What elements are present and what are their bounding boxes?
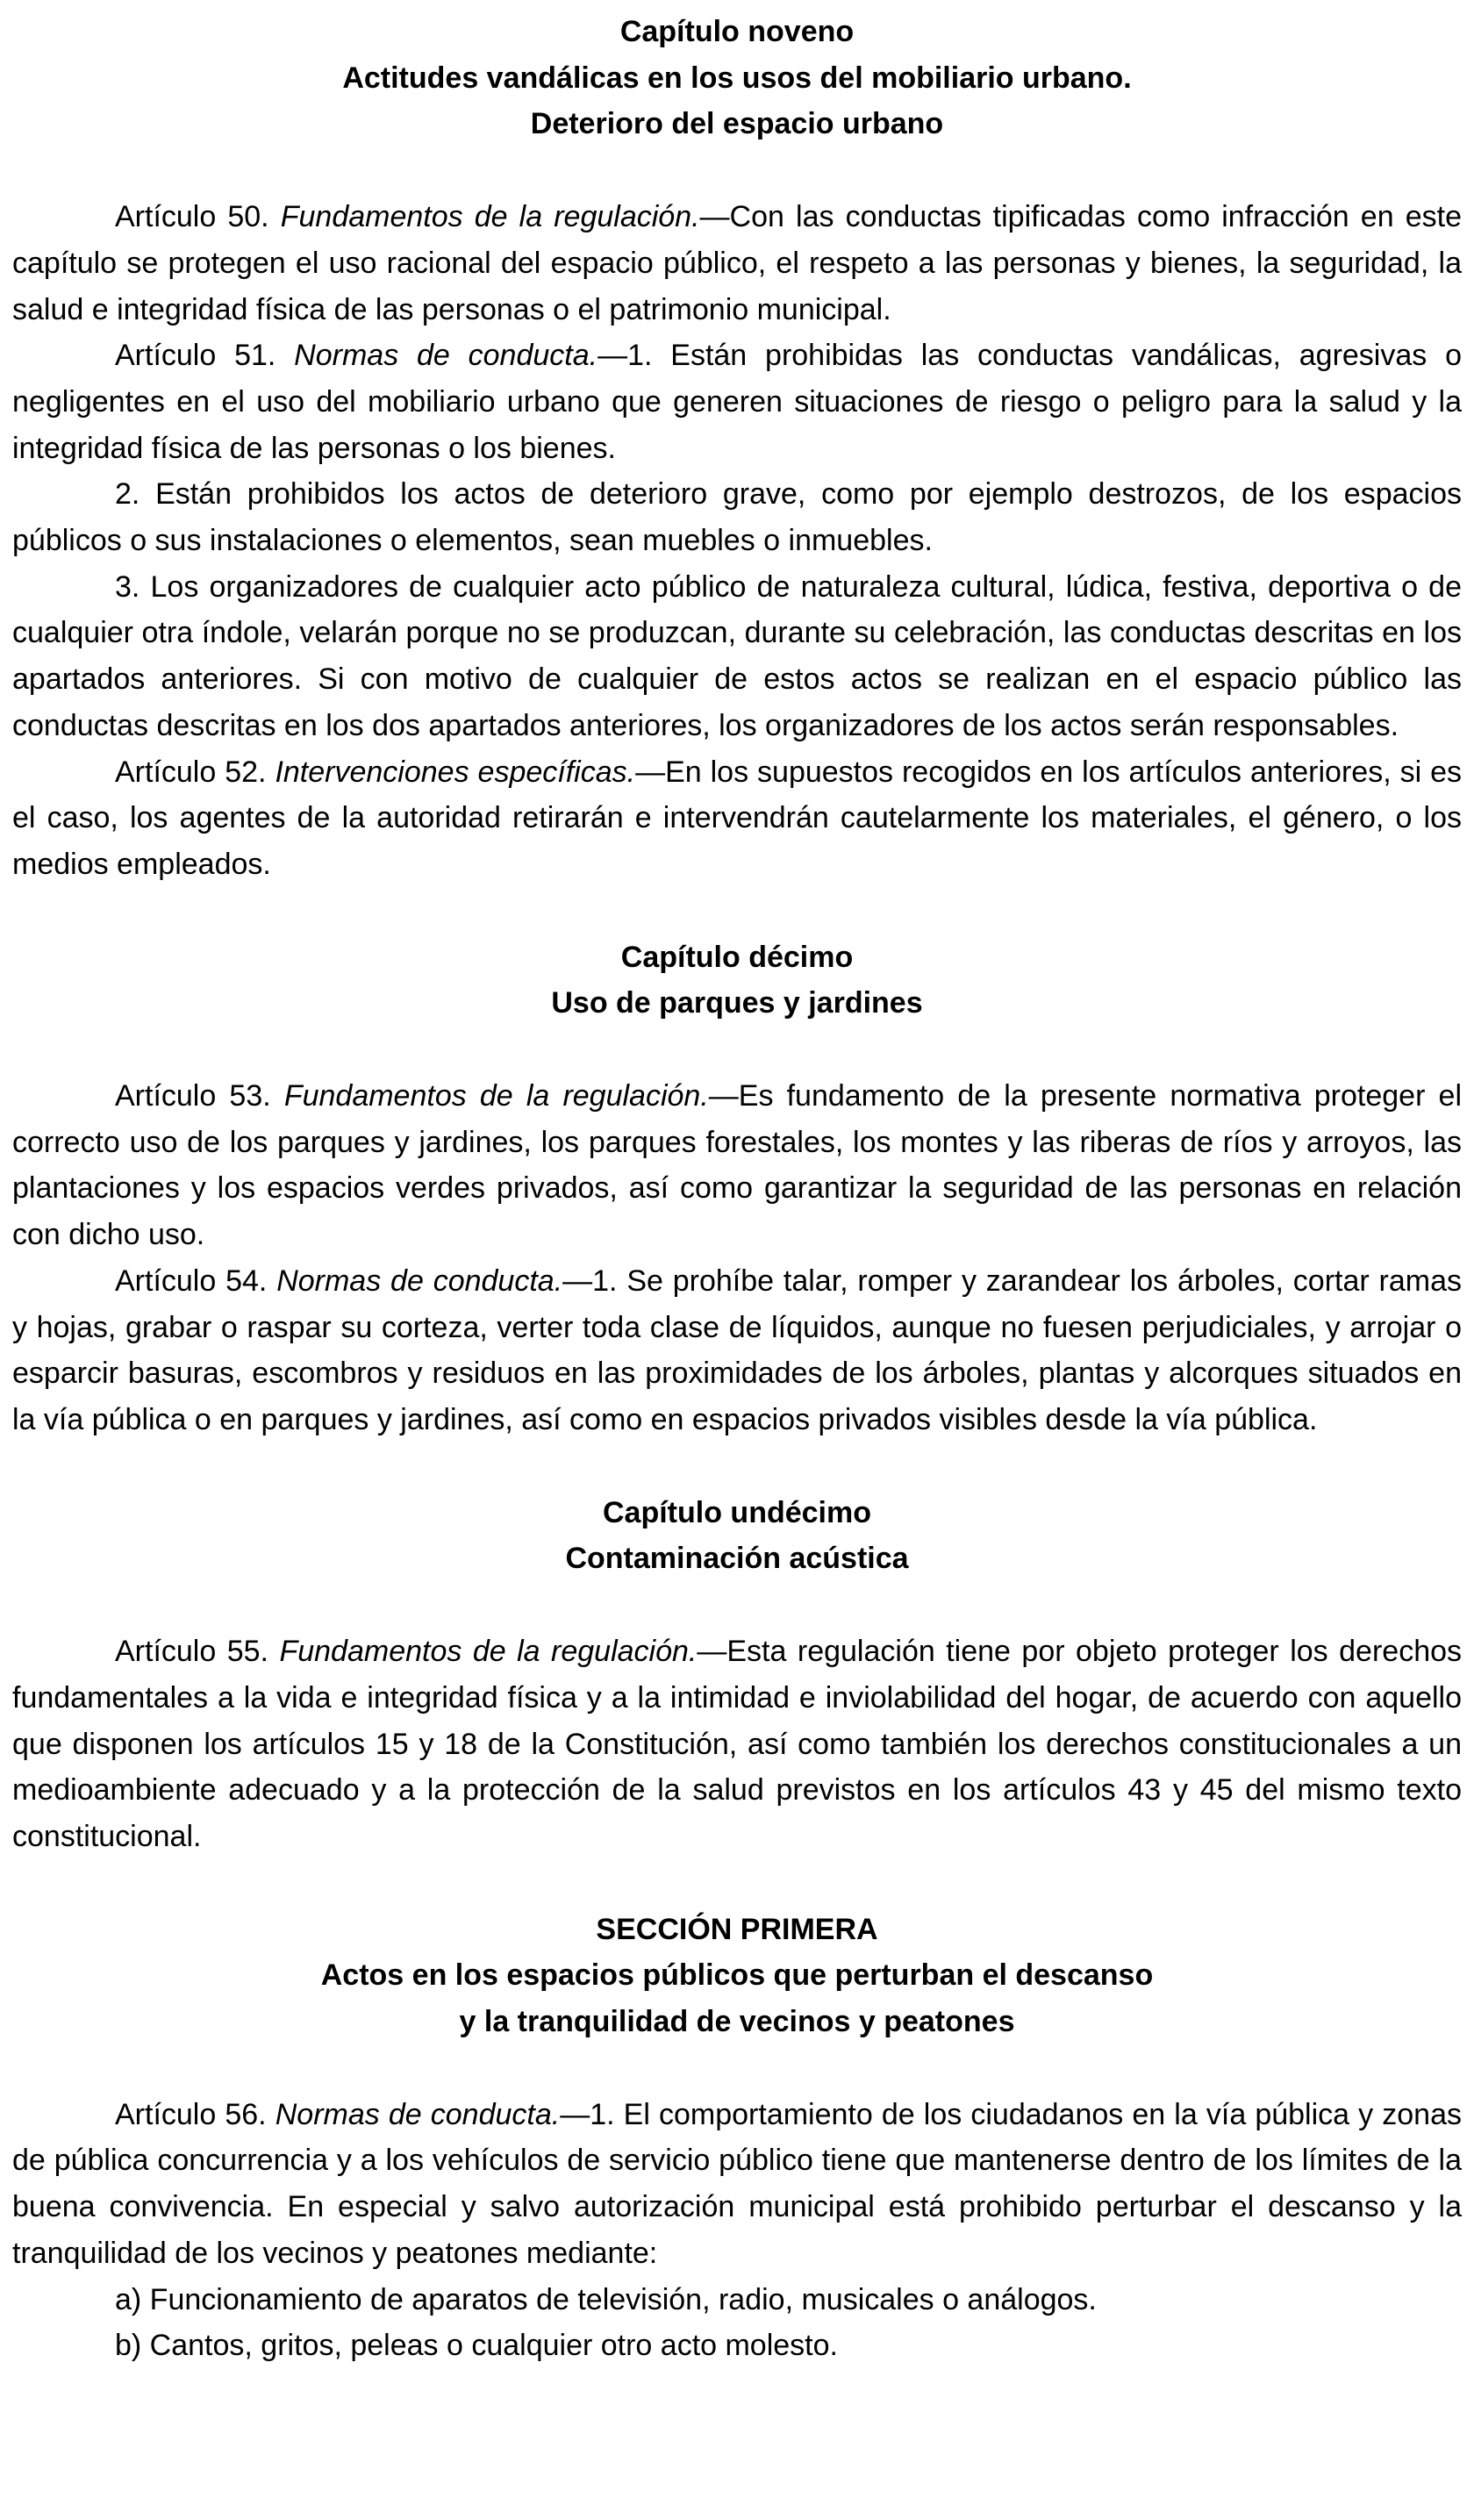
article-body: —1. Se prohíbe talar, romper y zarandear los árboles, cortar ramas y hojas, grabar o raspar su corteza, verter toda clase de líquidos, aunque no fuesen perjudiciales, y arrojar o esparcir basuras, escombros y residuos en las proximidades de los árboles, plantas y alcorques situados en la vía pública o en parques y jardines, así como en espacios privados visibles desde la vía pública. xyxy=(12,1264,1462,1436)
chapter-heading xyxy=(12,9,1462,147)
article-title: Intervenciones específicas. xyxy=(275,755,636,789)
article-title: Fundamentos de la regulación. xyxy=(283,1079,709,1113)
section-heading xyxy=(12,1907,1462,2045)
article-label: Artículo 51. xyxy=(115,339,295,373)
article-51-paragraph-3: 3. Los organizadores de cualquier acto público de naturaleza cultural, lúdica, festiva, deportiva o de cualquier otra índole, velarán porque no se produzcan, durante su celebración, las conductas descritas en los apartados anteriores. Si con motivo de cualquier de estos actos se realizan en el espacio público las conductas descritas en los dos apartados anteriores, los organizadores de los actos serán responsables. xyxy=(12,569,1462,742)
article-55 xyxy=(12,1629,1462,1860)
article-body: —En los supuestos recogidos en los artículos anteriores, si es el caso, los agentes de la autoridad retirarán e intervendrán cautelarmente los materiales, el género, o los medios empleados. xyxy=(12,755,1463,881)
article-50 xyxy=(12,194,1462,333)
chapter-subtitle: Deterioro del espacio urbano xyxy=(530,107,944,141)
article-title: Fundamentos de la regulación. xyxy=(280,200,700,234)
article-title: Fundamentos de la regulación. xyxy=(279,1635,698,1669)
list-item: b) Cantos, gritos, peleas o cualquier otro acto molesto. xyxy=(115,2329,838,2363)
chapter-heading xyxy=(12,934,1462,1027)
section-title: Actos en los espacios públicos que perturban el descanso xyxy=(320,1958,1154,1993)
section-number: SECCIÓN PRIMERA xyxy=(596,1912,878,1946)
article-51 xyxy=(12,333,1462,471)
chapter-heading xyxy=(12,1490,1462,1582)
article-body: —Esta regulación tiene por objeto proteger los derechos fundamentales a la vida e integridad física y a la intimidad e inviolabilidad del hogar, de acuerdo con aquello que disponen los artículos 15 y 18 de la Constitución, así como también los derechos constitucionales a un medioambiente adecuado y a la protección de la salud previstos en los artículos 43 y 45 del mismo texto constitucional. xyxy=(12,1635,1463,1853)
article-label: Artículo 54. xyxy=(115,1264,277,1298)
article-title: Normas de conducta. xyxy=(294,339,598,373)
chapter-number: Capítulo undécimo xyxy=(603,1495,871,1529)
article-52 xyxy=(12,749,1462,888)
chapter-number: Capítulo décimo xyxy=(620,940,854,974)
article-51-paragraph-2: 2. Están prohibidos los actos de deterioro grave, como por ejemplo destrozos, de los espacios públicos o sus instalaciones o elementos, sean muebles o inmuebles. xyxy=(12,477,1462,558)
document-page xyxy=(12,0,1462,2369)
article-title: Normas de conducta. xyxy=(276,1264,563,1298)
article-body: —Con las conductas tipificadas como infracción en este capítulo se protegen el uso racional del espacio público, el respeto a las personas y bienes, la seguridad, la salud e integridad física de las personas o el patrimonio municipal. xyxy=(12,200,1462,326)
chapter-title: Uso de parques y jardines xyxy=(551,986,923,1020)
list-item: a) Funcionamiento de aparatos de televisión, radio, musicales o análogos. xyxy=(115,2282,1097,2316)
article-label: Artículo 52. xyxy=(115,755,275,789)
article-body: —1. El comportamiento de los ciudadanos en la vía pública y zonas de pública concurrencia y a los vehículos de servicio público tiene que mantenerse dentro de los límites de la buena convivencia. En especial y salvo autorización municipal está prohibido perturbar el descanso y la tranquilidad de los vecinos y peatones mediante: xyxy=(12,2097,1462,2270)
article-body: —1. Están prohibidas las conductas vandálicas, agresivas o negligentes en el uso del mobiliario urbano que generen situaciones de riesgo o peligro para la salud y la integridad física de las personas o los bienes. xyxy=(12,339,1462,465)
article-label: Artículo 53. xyxy=(115,1079,284,1113)
section-title-continued: y la tranquilidad de vecinos y peatones xyxy=(459,2005,1015,2039)
chapter-number: Capítulo noveno xyxy=(619,15,855,48)
article-title: Normas de conducta. xyxy=(275,2097,561,2131)
chapter-title: Actitudes vandálicas en los usos del mobiliario urbano. xyxy=(342,61,1132,95)
article-label: Artículo 50. xyxy=(115,200,281,234)
chapter-title: Contaminación acústica xyxy=(565,1542,909,1576)
article-53 xyxy=(12,1073,1462,1258)
article-54 xyxy=(12,1258,1462,1443)
article-label: Artículo 55. xyxy=(115,1635,280,1669)
article-56 xyxy=(12,2092,1462,2277)
article-label: Artículo 56. xyxy=(115,2097,275,2131)
article-body: —Es fundamento de la presente normativa proteger el correcto uso de los parques y jardines, los parques forestales, los montes y las riberas de ríos y arroyos, las plantaciones y los espacios verdes privados, así como garantizar la seguridad de las personas en relación con dicho uso. xyxy=(12,1079,1463,1252)
